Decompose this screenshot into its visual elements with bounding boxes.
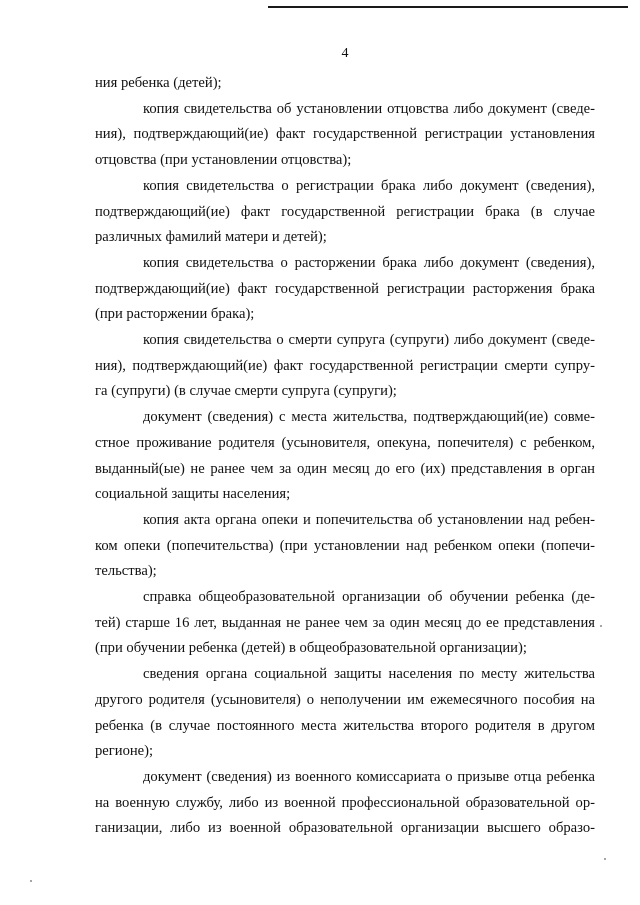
paragraph-line: копия акта органа опеки и попечительства об установлении над ребен- <box>143 511 595 528</box>
paragraph-line: подтверждающий(ие) факт государственной регистрации брака (в случае <box>95 203 595 220</box>
paragraph-line: на военную службу, либо из военной профессиональной образовательной ор- <box>95 794 595 811</box>
paragraph-line: га (супруги) (в случае смерти супруга (супруги); <box>95 383 397 400</box>
page-number: 4 <box>341 46 349 61</box>
scan-speck <box>30 880 32 882</box>
paragraph <box>95 585 595 662</box>
scan-edge-line <box>268 6 628 8</box>
paragraph <box>95 328 595 405</box>
paragraph <box>95 765 595 842</box>
paragraph-line: справка общеобразовательной организации об обучении ребенка (де- <box>143 589 595 606</box>
paragraph-line: различных фамилий матери и детей); <box>95 229 327 246</box>
paragraph-line: ком опеки (попечительства) (при установлении над ребенком опеки (попечи- <box>95 537 595 554</box>
paragraph-line: копия свидетельства об установлении отцовства либо документ (сведе- <box>143 100 595 117</box>
scan-speck <box>604 858 606 860</box>
paragraph <box>95 174 595 251</box>
paragraph-line: социальной защиты населения; <box>95 486 291 503</box>
paragraph-line: документ (сведения) с места жительства, подтверждающий(ие) совме- <box>143 409 595 426</box>
paragraph-line: сведения органа социальной защиты населения по месту жительства <box>143 666 595 683</box>
paragraph <box>95 405 595 508</box>
paragraph-line: (при обучении ребенка (детей) в общеобразовательной организации); <box>95 640 527 657</box>
paragraph-line: стное проживание родителя (усыновителя, опекуна, попечителя) с ребенком, <box>95 434 595 451</box>
paragraph-line: ния), подтверждающий(ие) факт государственной регистрации установления <box>95 126 595 143</box>
paragraph <box>95 97 595 174</box>
paragraph-line: ния ребенка (детей); <box>95 75 222 91</box>
paragraph <box>95 251 595 328</box>
paragraph-line: тей) старше 16 лет, выданная не ранее чем за один месяц до ее представления <box>95 614 595 631</box>
paragraph-line: ния), подтверждающий(ие) факт государственной регистрации смерти супру- <box>95 357 595 374</box>
paragraph-line: ребенка (в случае постоянного места жительства второго родителя в другом <box>95 717 595 734</box>
paragraph-line: регионе); <box>95 743 154 760</box>
paragraph-line: отцовства (при установлении отцовства); <box>95 152 352 169</box>
document-body <box>95 71 595 842</box>
paragraph-line: копия свидетельства о смерти супруга (супруги) либо документ (сведе- <box>143 332 595 349</box>
paragraph-line: документ (сведения) из военного комиссариата о призыве отца ребенка <box>143 768 595 785</box>
scan-speck <box>600 625 602 627</box>
paragraph <box>95 71 595 97</box>
paragraph-line: (при расторжении брака); <box>95 306 255 323</box>
paragraph-line: копия свидетельства о расторжении брака либо документ (сведения), <box>143 254 595 271</box>
paragraph-line: другого родителя (усыновителя) о неполучении им ежемесячного пособия на <box>95 691 595 708</box>
paragraph-line: подтверждающий(ие) факт государственной регистрации расторжения брака <box>95 280 595 297</box>
paragraph-line: ганизации, либо из военной образовательной организации высшего образо- <box>95 820 595 837</box>
paragraph <box>95 508 595 585</box>
paragraph-line: выданный(ые) не ранее чем за один месяц до его (их) представления в орган <box>95 460 595 477</box>
paragraph-line: тельства); <box>95 563 157 580</box>
paragraph <box>95 662 595 765</box>
paragraph-line: копия свидетельства о регистрации брака либо документ (сведения), <box>143 177 595 194</box>
